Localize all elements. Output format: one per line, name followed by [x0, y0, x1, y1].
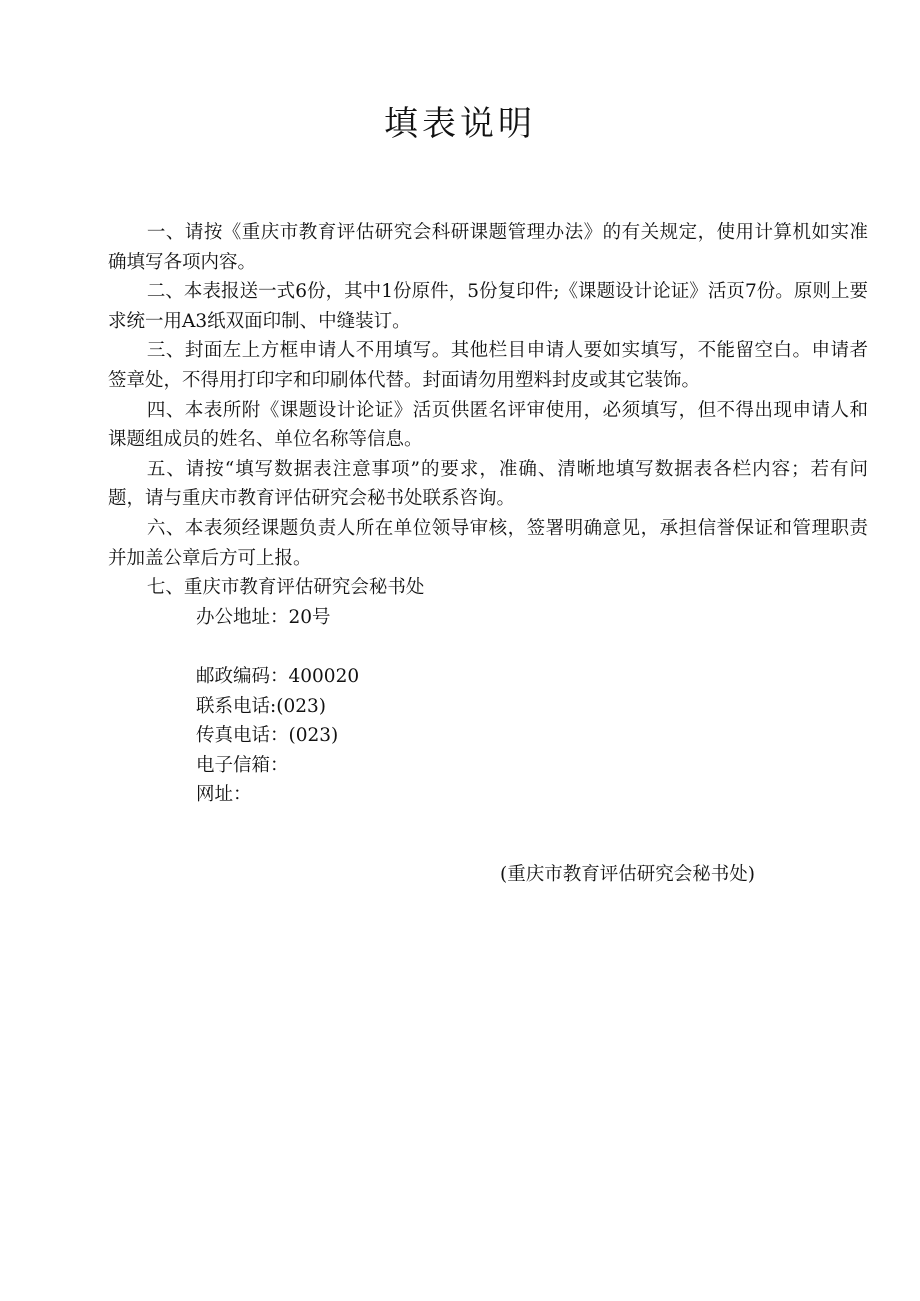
instruction-paragraph-1: 一、请按《重庆市教育评估研究会科研课题管理办法》的有关规定，使用计算机如实准确填写各项内容。 [108, 222, 868, 273]
instruction-paragraph-4: 四、本表所附《课题设计论证》活页供匿名评审使用，必须填写，但不得出现申请人和课题组成员的姓名、单位名称等信息。 [108, 399, 868, 451]
instruction-paragraph-3: 三、封面左上方框申请人不用填写。其他栏目申请人要如实填写，不能留空白。申请者签章处，不得用打印字和印刷体代替。封面请勿用塑料封皮或其它装饰。 [108, 340, 868, 391]
contact-info [108, 603, 868, 810]
email-address: 电子信箱： [196, 754, 289, 776]
website: 网址： [196, 784, 252, 806]
instruction-paragraph-5: 五、请按“填写数据表注意事项”的要求，准确、清晰地填写数据表各栏内容；若有问题，请与重庆市教育评估研究会秘书处联系咨询。 [108, 458, 868, 510]
document-title: 填表说明 [384, 104, 536, 144]
office-address: 办公地址：20号 [196, 606, 331, 628]
issuer-signature: (重庆市教育评估研究会秘书处) [500, 864, 755, 885]
phone-number: 联系电话:(023) [196, 695, 326, 717]
instruction-paragraph-7: 七、重庆市教育评估研究会秘书处 [146, 577, 425, 599]
fax-number: 传真电话：(023) [196, 725, 339, 747]
instructions-body [108, 218, 868, 810]
contact-spacer [196, 632, 868, 662]
instruction-paragraph-6: 六、本表须经课题负责人所在单位领导审核，签署明确意见，承担信誉保证和管理职责并加盖公章后方可上报。 [108, 517, 868, 569]
instruction-paragraph-2: 二、本表报送一式6份，其中1份原件，5份复印件;《课题设计论证》活页7份。原则上要求统一用A3纸双面印制、中缝装订。 [108, 281, 868, 332]
postal-code: 邮政编码：400020 [196, 665, 360, 687]
